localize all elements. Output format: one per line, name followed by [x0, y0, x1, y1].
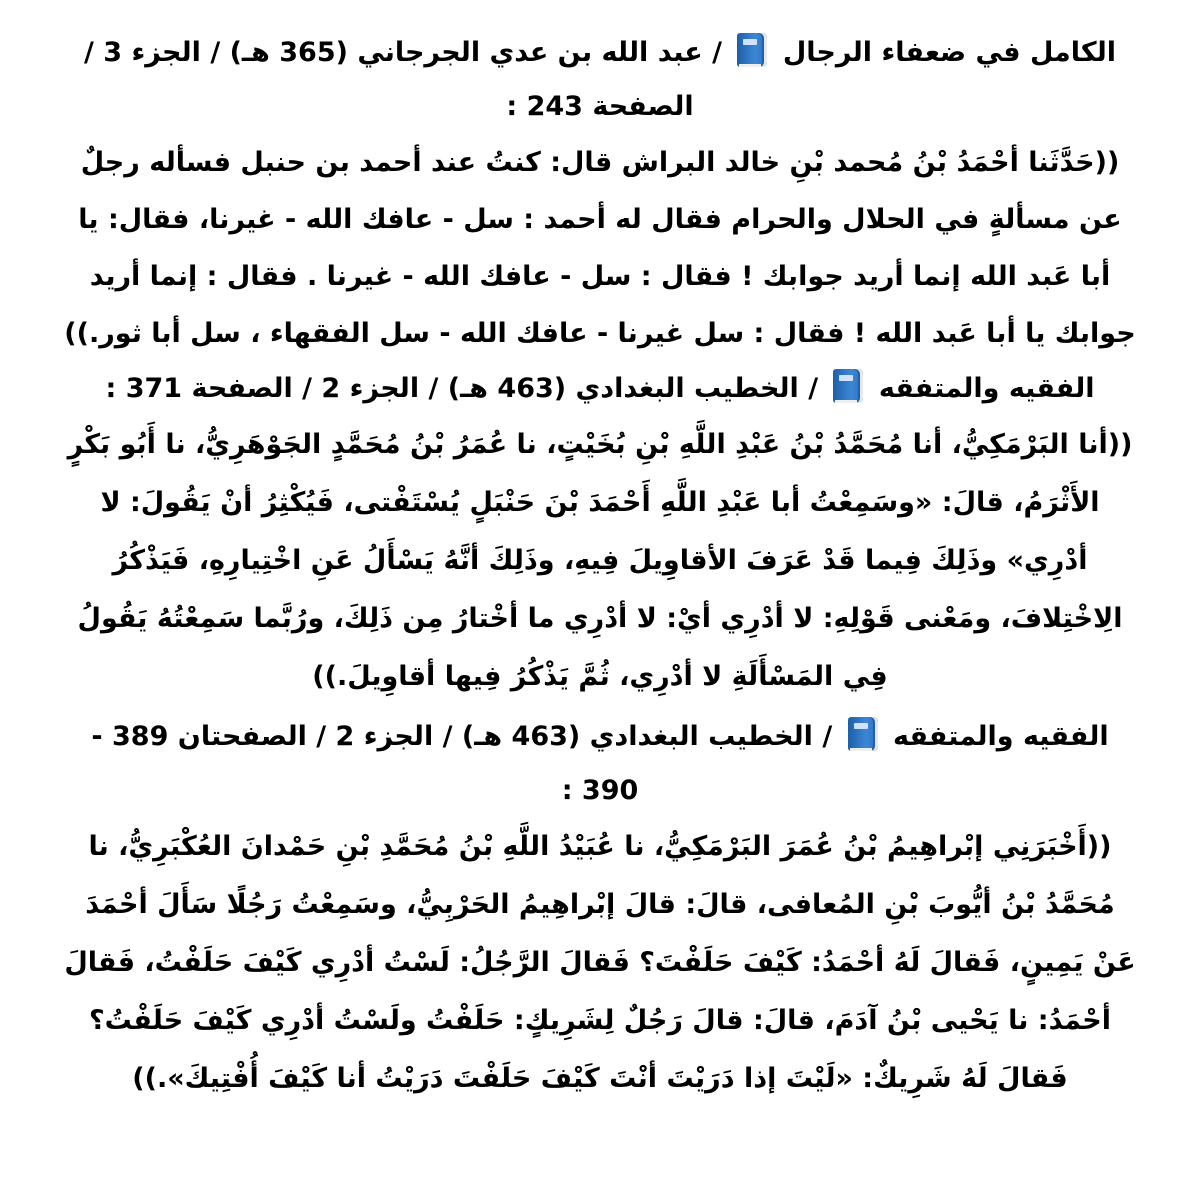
source-details: / الخطيب البغدادي (463 هـ) / الجزء 2 / الصفحتان 389 - 390 :	[91, 721, 833, 806]
book-title: الكامل في ضعفاء الرجال	[782, 37, 1116, 68]
source-details: / عبد الله بن عدي الجرجاني (365 هـ) / الجزء 3 / الصفحة 243 :	[84, 37, 723, 122]
blue-book-icon	[737, 33, 767, 67]
quoted-text: ((حَدَّثَنا أحْمَدُ بْنُ مُحمد بْنِ خالد البراش قال: كنتُ عند أحمد بن حنبل فسأله رجلٌ عن مسألةٍ في الحلال والحرام فقال له أحمد : سل - عافك الله - غيرنا، فقال: يا أبا عَبد الله إنما أريد جوابك ! فقال : سل - عافك الله - غيرنا . فقال : إنما أريد جوابك يا أبا عَبد الله ! فقال : سل غيرنا - عافك الله - سل الفقهاء ، سل أبا ثور.))	[64, 147, 1136, 349]
book-title: الفقيه والمتفقه	[893, 721, 1109, 752]
citation-section-1	[60, 26, 1140, 362]
source-heading	[60, 362, 1140, 416]
source-heading	[60, 710, 1140, 818]
blue-book-icon	[848, 717, 878, 751]
source-details: / الخطيب البغدادي (463 هـ) / الجزء 2 / الصفحة 371 :	[105, 373, 819, 404]
book-title: الفقيه والمتفقه	[878, 373, 1095, 404]
citation-section-3	[60, 710, 1140, 1108]
quoted-text: ((أنا البَرْمَكِيُّ، أنا مُحَمَّدُ بْنُ عَبْدِ اللَّهِ بْنِ بُخَيْتٍ، نا عُمَرُ بْنُ مُحَمَّدٍ الجَوْهَرِيُّ، نا أَبُو بَكْرٍ الأَثْرَمُ، قالَ: «وسَمِعْتُ أبا عَبْدِ اللَّهِ أَحْمَدَ بْنَ حَنْبَلٍ يُسْتَفْتى، فَيُكْثِرُ أنْ يَقُولَ: لا أدْرِي» وذَلِكَ فِيما قَدْ عَرَفَ الأقاوِيلَ فِيهِ، وذَلِكَ أنَّهُ يَسْأَلُ عَنِ اخْتِيارِهِ، فَيَذْكُرُ الِاخْتِلافَ، ومَعْنى قَوْلِهِ: لا أدْرِي أيْ: لا أدْرِي ما أخْتارُ مِن ذَلِكَ، ورُبَّما سَمِعْتُهُ يَقُولُ فِي المَسْأَلَةِ لا أدْرِي، ثُمَّ يَذْكُرُ فِيها أقاوِيلَ.))	[67, 429, 1133, 692]
citation-section-2	[60, 362, 1140, 706]
quoted-text: ((أَخْبَرَنِي إبْراهِيمُ بْنُ عُمَرَ البَرْمَكِيُّ، نا عُبَيْدُ اللَّهِ بْنُ مُحَمَّدِ بْنِ حَمْدانَ العُكْبَرِيُّ، نا مُحَمَّدُ بْنُ أيُّوبَ بْنِ المُعافى، قالَ: قالَ إبْراهِيمُ الحَرْبِيُّ، وسَمِعْتُ رَجُلًا سَأَلَ أحْمَدَ عَنْ يَمِينٍ، فَقالَ لَهُ أحْمَدُ: كَيْفَ حَلَفْتَ؟ فَقالَ الرَّجُلُ: لَسْتُ أدْرِي كَيْفَ حَلَفْتُ، فَقالَ أحْمَدُ: نا يَحْيى بْنُ آدَمَ، قالَ: قالَ رَجُلٌ لِشَرِيكٍ: حَلَفْتُ ولَسْتُ أدْرِي كَيْفَ حَلَفْتُ؟ فَقالَ لَهُ شَرِيكٌ: «لَيْتَ إذا دَرَيْتَ أنْتَ كَيْفَ حَلَفْتَ دَرَيْتُ أنا كَيْفَ أُفْتِيكَ».))	[64, 831, 1136, 1094]
blue-book-icon	[833, 369, 863, 403]
source-heading	[60, 26, 1140, 134]
